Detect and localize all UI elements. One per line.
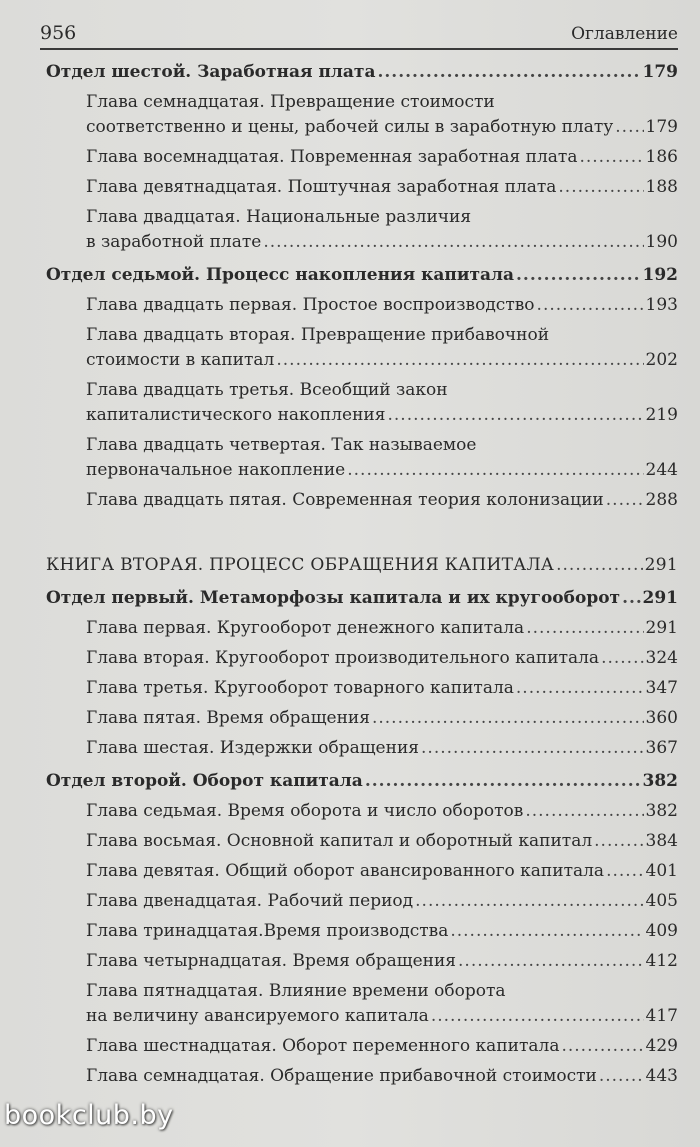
toc-entry-page: 347 [645, 678, 678, 698]
toc-entry-title-line: Глава двадцать вторая. Превращение прибавочной [86, 325, 550, 345]
toc-entry-page: 291 [642, 588, 678, 608]
toc-entry-row [86, 230, 678, 255]
leader-dots [372, 706, 644, 731]
toc-chapter-entry [46, 323, 678, 373]
toc-entry-row [46, 553, 678, 578]
toc-entry-title: Глава восемнадцатая. Повременная заработная плата [86, 147, 578, 167]
toc-entry-row [86, 676, 678, 701]
toc-chapter-entry [46, 859, 678, 884]
toc-entry-page: 192 [642, 265, 678, 285]
toc-entry-title: капиталистического накопления [86, 405, 386, 425]
leader-dots [622, 586, 640, 611]
toc-entry-title: Глава седьмая. Время оборота и число оборотов [86, 801, 524, 821]
leader-dots [601, 646, 643, 671]
toc-entry-page: 382 [645, 801, 678, 821]
toc-entry-row [86, 736, 678, 761]
leader-dots [415, 889, 643, 914]
toc-chapter-entry [46, 205, 678, 255]
toc-chapter-entry [46, 979, 678, 1029]
toc-chapter-entry [46, 799, 678, 824]
toc-entry-row [46, 586, 678, 611]
toc-chapter-entry [46, 293, 678, 318]
toc-entry-page: 417 [645, 1006, 678, 1026]
toc-section-entry [46, 586, 678, 611]
toc-chapter-entry [46, 646, 678, 671]
toc-entry-title: Отдел второй. Оборот капитала [46, 771, 363, 791]
toc-entry-page: 190 [645, 232, 678, 252]
toc-entry-row [86, 115, 678, 140]
toc-chapter-entry [46, 488, 678, 513]
leader-dots [606, 488, 644, 513]
toc-entry-page: 360 [645, 708, 678, 728]
toc-entry-row [86, 145, 678, 170]
page-number: 956 [40, 22, 77, 44]
toc-entry-row [86, 293, 678, 318]
leader-dots [276, 348, 643, 373]
toc-entry-row [86, 1064, 678, 1089]
toc-entry-title: Глава семнадцатая. Обращение прибавочной стоимости [86, 1066, 597, 1086]
toc-entry-row [46, 60, 678, 85]
toc-entry-page: 412 [645, 951, 678, 971]
toc-entry-page: 179 [645, 117, 678, 137]
toc-entry-page: 244 [645, 460, 678, 480]
leader-dots [599, 1064, 644, 1089]
toc-entry-title: на величину авансируемого капитала [86, 1006, 429, 1026]
toc-chapter-entry [46, 949, 678, 974]
toc-entry-title-line: Глава двадцать третья. Всеобщий закон [86, 380, 448, 400]
toc-entry-row [86, 616, 678, 641]
toc-entry-page: 429 [645, 1036, 678, 1056]
toc-entry-page: 443 [645, 1066, 678, 1086]
leader-dots [347, 458, 643, 483]
leader-dots [421, 736, 644, 761]
toc-section-entry [46, 769, 678, 794]
leader-dots [556, 553, 643, 578]
page-header [40, 14, 678, 50]
toc-entry-row [86, 829, 678, 854]
toc-entry-title-line: Глава семнадцатая. Превращение стоимости [86, 92, 495, 112]
toc-entry-title: Глава третья. Кругооборот товарного капитала [86, 678, 514, 698]
leader-dots [377, 60, 640, 85]
toc-entry-row [86, 458, 678, 483]
toc-entry-row [86, 799, 678, 824]
leader-dots [558, 175, 643, 200]
toc-entry-title: Отдел первый. Метаморфозы капитала и их кругооборот [46, 588, 621, 608]
toc-chapter-entry [46, 889, 678, 914]
toc-entry-page: 219 [645, 405, 678, 425]
toc-chapter-entry [46, 145, 678, 170]
toc-entry-title: Глава девятая. Общий оборот авансированного капитала [86, 861, 605, 881]
leader-dots [561, 1034, 643, 1059]
toc-entry-title: Глава двенадцатая. Рабочий период [86, 891, 414, 911]
toc-entry-title: Глава двадцать пятая. Современная теория колонизации [86, 490, 604, 510]
toc-chapter-entry [46, 378, 678, 428]
toc-entry-title: Глава девятнадцатая. Поштучная заработная плата [86, 177, 557, 197]
toc-section-entry [46, 263, 678, 288]
leader-dots [606, 859, 643, 884]
toc-entry-title: стоимости в капитал [86, 350, 275, 370]
toc-entry-title: первоначальное накопление [86, 460, 346, 480]
toc-chapter-entry [46, 1064, 678, 1089]
leader-dots [458, 949, 644, 974]
toc-entry-title: Глава четырнадцатая. Время обращения [86, 951, 457, 971]
toc-entry-page: 179 [642, 62, 678, 82]
toc-chapter-entry [46, 616, 678, 641]
leader-dots [579, 145, 643, 170]
toc-entry-title-line: Глава двадцать четвертая. Так называемое [86, 435, 477, 455]
toc-entry-page: 291 [644, 555, 678, 575]
toc-entry-title: Глава шестая. Издержки обращения [86, 738, 420, 758]
toc-entry-title: Отдел шестой. Заработная плата [46, 62, 376, 82]
leader-dots [450, 919, 643, 944]
toc-entry-title: Отдел седьмой. Процесс накопления капитала [46, 265, 514, 285]
leader-dots [516, 263, 641, 288]
toc-chapter-entry [46, 433, 678, 483]
toc-entry-page: 382 [642, 771, 678, 791]
toc-entry-title: Глава шестнадцатая. Оборот переменного капитала [86, 1036, 560, 1056]
toc-entry-title: Глава восьмая. Основной капитал и оборотный капитал [86, 831, 593, 851]
toc-entry-row [86, 919, 678, 944]
toc-chapter-entry [46, 736, 678, 761]
toc-entry-title-line: Глава двадцатая. Национальные различия [86, 207, 472, 227]
toc-entry-title: в заработной плате [86, 232, 262, 252]
leader-dots [615, 115, 643, 140]
toc-chapter-entry [46, 90, 678, 140]
toc-entry-page: 202 [645, 350, 678, 370]
toc-entry-row [86, 646, 678, 671]
toc-entry-row [86, 488, 678, 513]
toc-entry-page: 409 [645, 921, 678, 941]
leader-dots [387, 403, 643, 428]
toc-entry-row [86, 859, 678, 884]
toc-entry-title-line: Глава пятнадцатая. Влияние времени оборота [86, 981, 506, 1001]
toc-entry-row [86, 403, 678, 428]
toc-entry-row [86, 1034, 678, 1059]
toc-entry-title: Глава вторая. Кругооборот производительного капитала [86, 648, 600, 668]
watermark: bookclub.by [4, 1100, 174, 1131]
toc-entry-page: 186 [645, 147, 678, 167]
toc-chapter-entry [46, 706, 678, 731]
leader-dots [526, 616, 643, 641]
toc-entry-page: 401 [645, 861, 678, 881]
toc-entry-page: 193 [645, 295, 678, 315]
toc-entry-row [86, 175, 678, 200]
leader-dots [263, 230, 643, 255]
toc-chapter-entry [46, 919, 678, 944]
toc-entry-row [46, 769, 678, 794]
leader-dots [537, 293, 644, 318]
toc-entry-title: Глава двадцать первая. Простое воспроизводство [86, 295, 535, 315]
toc-entry-row [86, 348, 678, 373]
toc-entry-row [86, 949, 678, 974]
toc-entry-row [46, 263, 678, 288]
toc-entry-page: 188 [645, 177, 678, 197]
leader-dots [594, 829, 643, 854]
toc-chapter-entry [46, 829, 678, 854]
leader-dots [365, 769, 641, 794]
leader-dots [516, 676, 644, 701]
toc-section-entry [46, 60, 678, 85]
toc-entry-page: 324 [645, 648, 678, 668]
toc-entry-page: 405 [645, 891, 678, 911]
toc-entry-title: Глава тринадцатая.Время производства [86, 921, 449, 941]
toc-chapter-entry [46, 175, 678, 200]
leader-dots [431, 1004, 644, 1029]
leader-dots [525, 799, 643, 824]
toc-book-entry [46, 553, 678, 578]
toc-chapter-entry [46, 1034, 678, 1059]
toc-entry-row [86, 1004, 678, 1029]
toc-entry-row [86, 889, 678, 914]
toc-entry-page: 288 [645, 490, 678, 510]
toc-entry-page: 384 [645, 831, 678, 851]
toc-entry-title: Глава первая. Кругооборот денежного капитала [86, 618, 525, 638]
toc-entry-title: КНИГА ВТОРАЯ. ПРОЦЕСС ОБРАЩЕНИЯ КАПИТАЛА [46, 555, 555, 575]
toc-entry-page: 291 [645, 618, 678, 638]
toc-entry-title: Глава пятая. Время обращения [86, 708, 370, 728]
running-title: Оглавление [571, 24, 678, 44]
toc-entry-title: соответственно и цены, рабочей силы в заработную плату [86, 117, 614, 137]
toc-entry-row [86, 706, 678, 731]
toc-entry-page: 367 [645, 738, 678, 758]
toc-chapter-entry [46, 676, 678, 701]
table-of-contents [46, 52, 678, 1094]
